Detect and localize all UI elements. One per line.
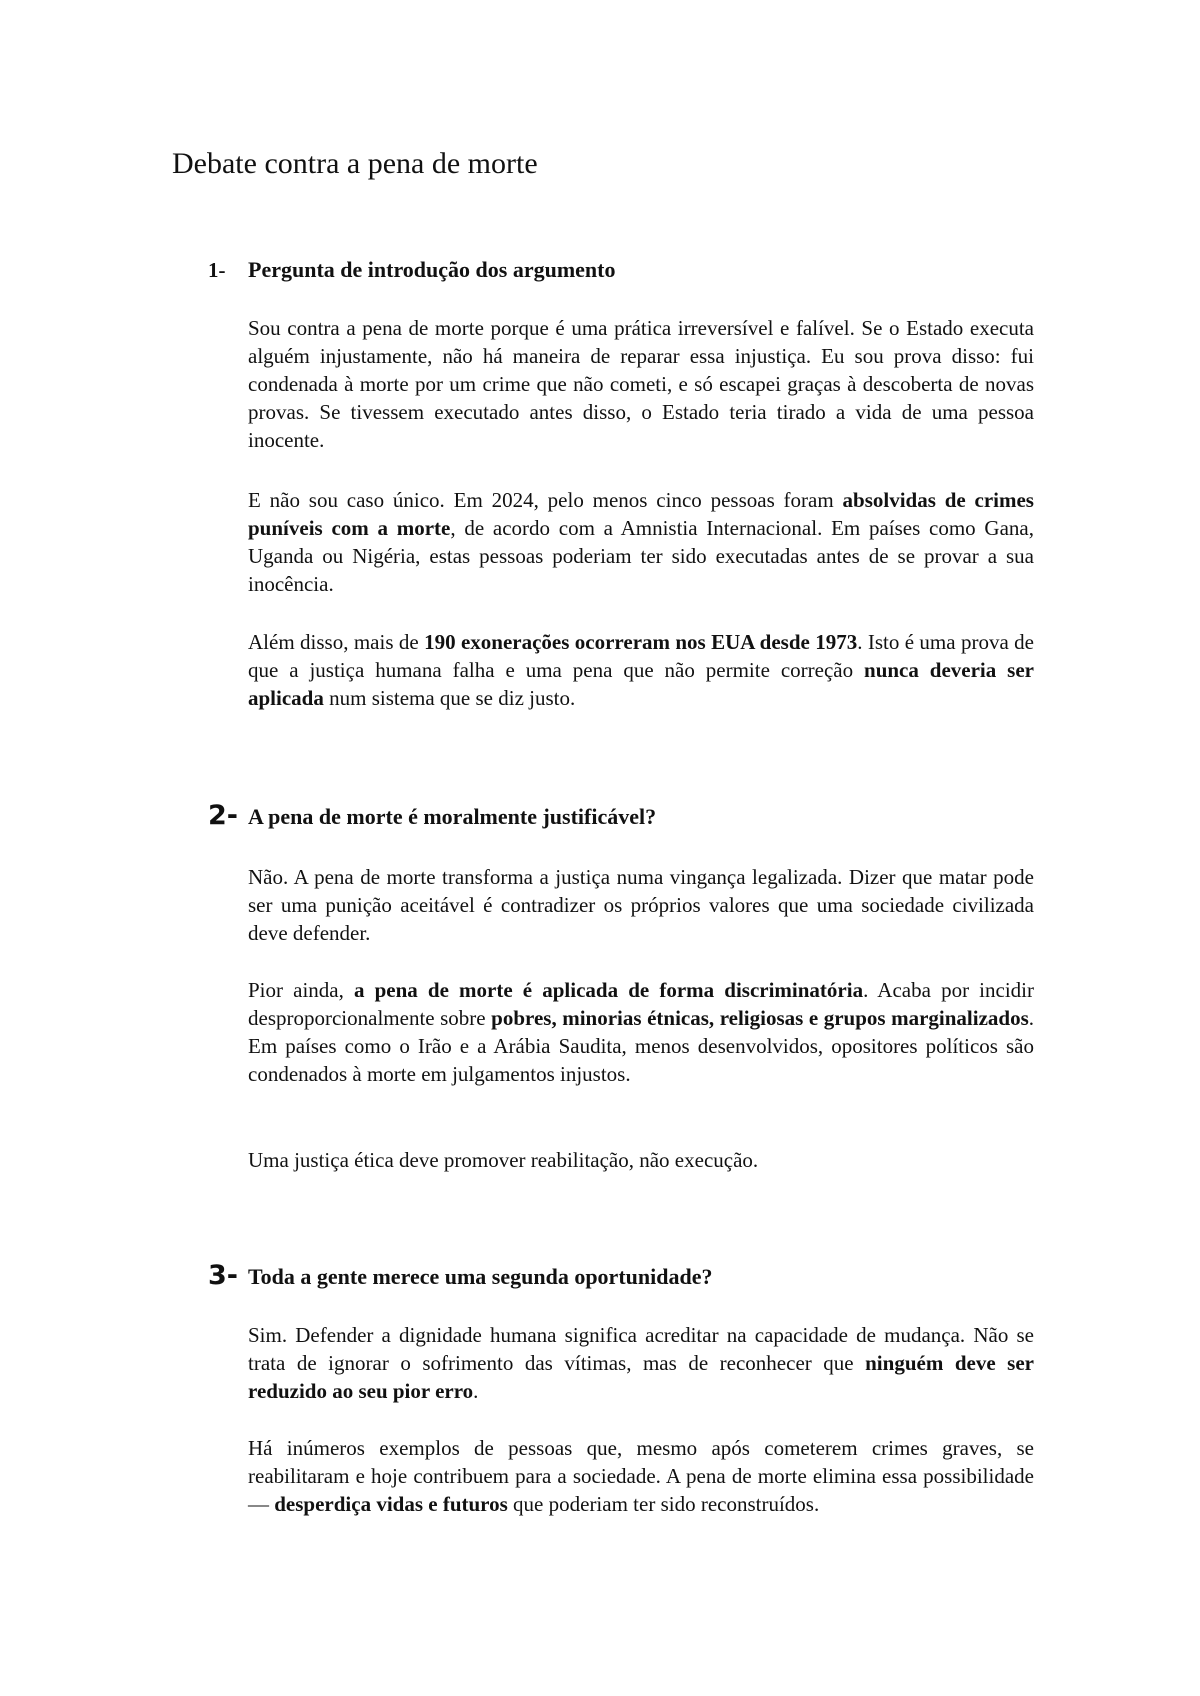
text-run: num sistema que se diz justo.: [323, 686, 576, 710]
section-3-paragraph-2: [248, 1434, 1034, 1518]
emphasis-text: ninguém deve ser reduzido ao seu pior erro: [248, 1351, 1034, 1403]
text-run: Pior ainda,: [248, 978, 354, 1002]
section-3-number: 3-: [208, 1260, 238, 1291]
section-3-heading: [208, 1262, 712, 1291]
section-2-paragraph-1: Não. A pena de morte transforma a justiça numa vingança legalizada. Dizer que matar pode ser uma punição aceitável é contradizer os próprios valores que uma sociedade civilizada deve defender.: [248, 865, 1034, 945]
section-1-title: Pergunta de introdução dos argumento: [248, 257, 616, 282]
section-2-heading: [208, 802, 656, 831]
emphasis-text: 190 exonerações ocorreram nos EUA desde 1973: [424, 630, 858, 654]
text-run: E não sou caso único. Em 2024, pelo menos cinco pessoas foram: [248, 488, 843, 512]
emphasis-text: a pena de morte é aplicada de forma discriminatória: [353, 978, 864, 1002]
emphasis-text: desperdiça vidas e futuros: [274, 1492, 508, 1516]
text-run: Sim. Defender a dignidade humana significa acreditar na capacidade de mudança. Não se trata de ignorar o sofrimento das vítimas, mas de reconhecer que: [248, 1323, 1034, 1375]
emphasis-text: nunca deveria ser aplicada: [248, 658, 1034, 710]
text-run: . Isto é uma prova de que a justiça humana falha e uma pena que não permite correção: [248, 630, 1034, 682]
emphasis-text: pobres, minorias étnicas, religiosas e grupos marginalizados: [491, 1006, 1029, 1030]
section-2-title: A pena de morte é moralmente justificável?: [248, 804, 657, 829]
section-1-paragraph-3: [248, 628, 1034, 712]
text-run: , de acordo com a Amnistia Internacional. Em países como Gana, Uganda ou Nigéria, estas pessoas poderiam ter sido executadas antes de se provar a sua inocência.: [248, 516, 1034, 596]
text-run: .: [473, 1379, 479, 1403]
section-1-number: 1-: [208, 258, 226, 282]
section-2-paragraph-2: [248, 976, 1034, 1088]
section-2-paragraph-3: Uma justiça ética deve promover reabilitação, não execução.: [248, 1148, 759, 1172]
section-1-paragraph-1: Sou contra a pena de morte porque é uma prática irreversível e falível. Se o Estado executa alguém injustamente, não há maneira de reparar essa injustiça. Eu sou prova disso: fui condenada à morte por um crime que não cometi, e só escapei graças à descoberta de novas provas. Se tivessem executado antes disso, o Estado teria tirado a vida de uma pessoa inocente.: [248, 316, 1034, 452]
section-3-paragraph-1: [248, 1321, 1034, 1405]
text-run: . Acaba por incidir desproporcionalmente sobre: [248, 978, 1034, 1030]
text-run: . Em países como o Irão e a Arábia Saudita, menos desenvolvidos, opositores políticos são condenados à morte em julgamentos injustos.: [248, 1006, 1034, 1086]
emphasis-text: absolvidas de crimes puníveis com a morte: [248, 488, 1034, 540]
document-title: Debate contra a pena de morte: [172, 147, 538, 180]
section-1-heading: [208, 256, 616, 284]
text-run: que poderiam ter sido reconstruídos.: [507, 1492, 820, 1516]
section-1-paragraph-2: [248, 486, 1034, 598]
section-3-title: Toda a gente merece uma segunda oportunidade?: [248, 1264, 713, 1289]
text-run: Há inúmeros exemplos de pessoas que, mesmo após cometerem crimes graves, se reabilitaram e hoje contribuem para a sociedade. A pena de morte elimina essa possibilidade —: [248, 1436, 1034, 1516]
text-run: Além disso, mais de: [248, 630, 425, 654]
section-2-number: 2-: [208, 800, 238, 831]
